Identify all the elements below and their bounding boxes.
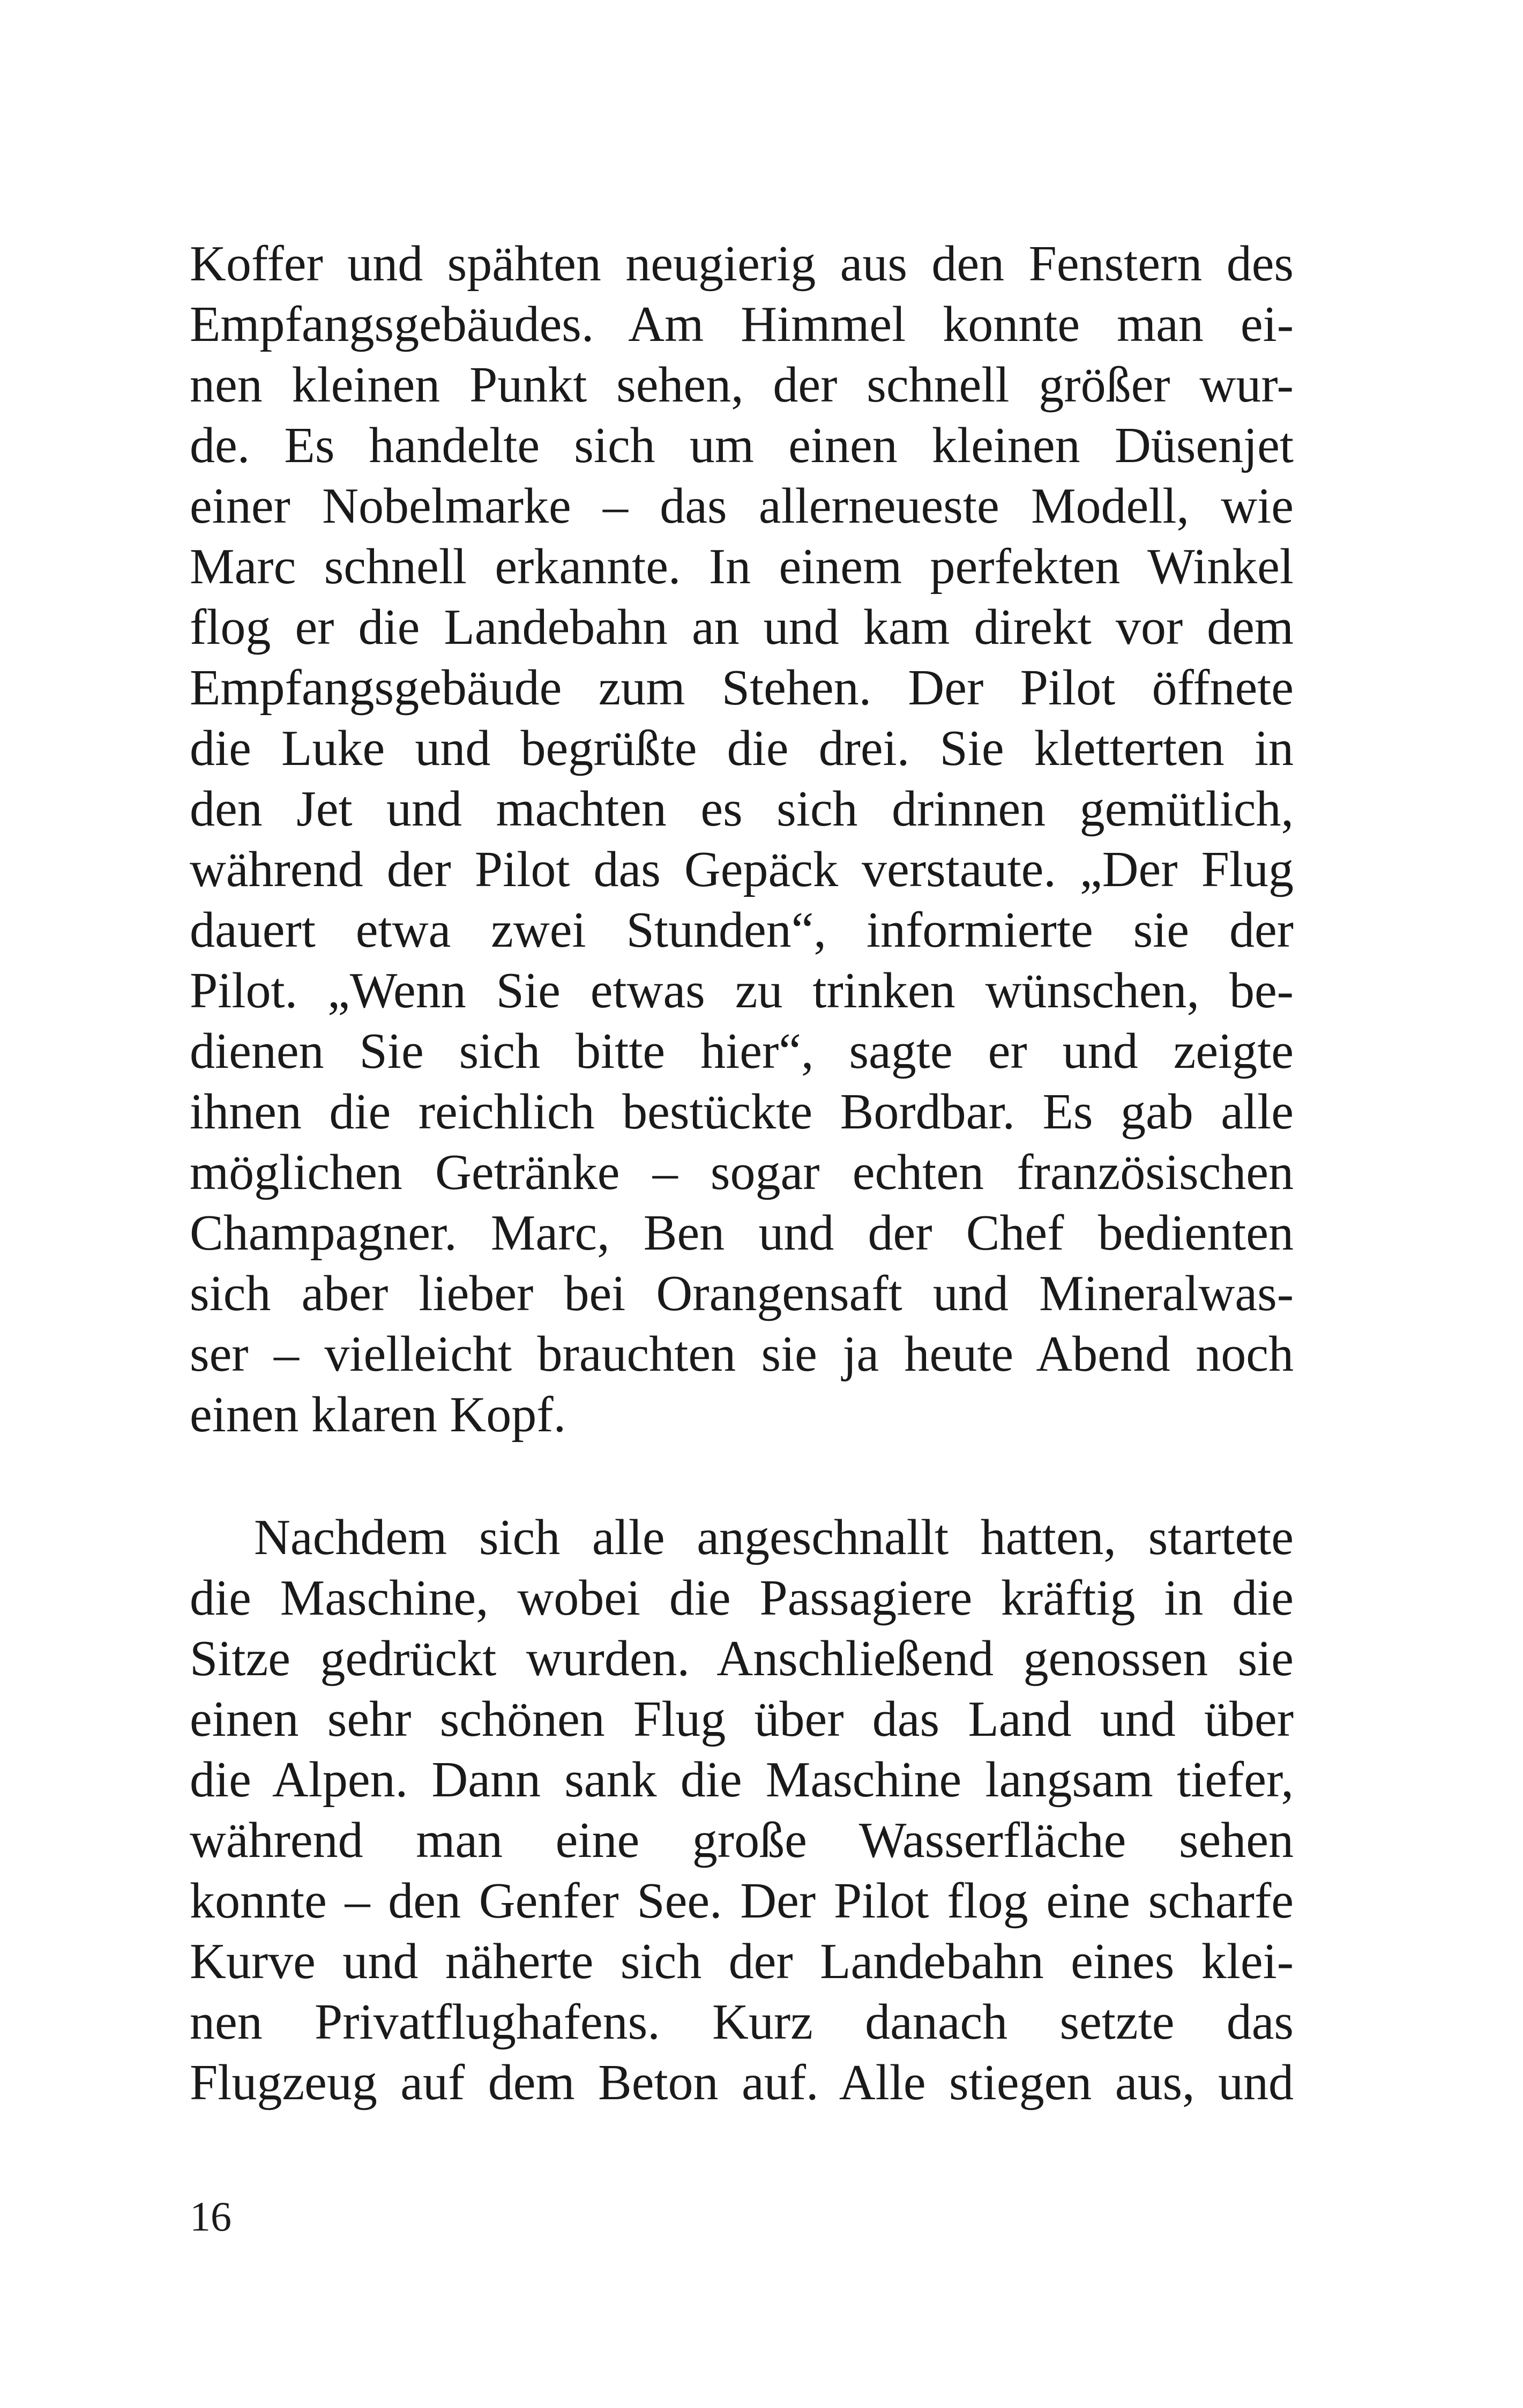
text-line: ihnen die reichlich bestückte Bordbar. Es gab alle xyxy=(190,1084,1294,1140)
text-line: Empfangsgebäude zum Stehen. Der Pilot öffnete xyxy=(190,660,1294,716)
text-line: die Luke und begrüßte die drei. Sie kletterten in xyxy=(190,720,1294,776)
text-line: die Alpen. Dann sank die Maschine langsam tiefer, xyxy=(190,1752,1294,1808)
text-line: die Maschine, wobei die Passagiere kräftig in die xyxy=(190,1570,1294,1626)
text-line: nen kleinen Punkt sehen, der schnell größer wur- xyxy=(190,357,1294,413)
text-line: nen Privatflughafens. Kurz danach setzte das xyxy=(190,1994,1294,2050)
text-line: Koffer und spähten neugierig aus den Fenstern des xyxy=(190,236,1294,292)
text-line: möglichen Getränke – sogar echten französischen xyxy=(190,1144,1294,1200)
text-line: Pilot. „Wenn Sie etwas zu trinken wünschen, be- xyxy=(190,963,1294,1019)
text-line: Flugzeug auf dem Beton auf. Alle stiegen aus, und xyxy=(190,2055,1294,2110)
text-line: Marc schnell erkannte. In einem perfekten Winkel xyxy=(190,539,1294,594)
text-line: Kurve und näherte sich der Landebahn eines klei- xyxy=(190,1934,1294,1989)
text-line: einer Nobelmarke – das allerneueste Modell, wie xyxy=(190,478,1294,534)
text-line: de. Es handelte sich um einen kleinen Düsenjet xyxy=(190,418,1294,473)
text-line: dauert etwa zwei Stunden“, informierte sie der xyxy=(190,902,1294,958)
paragraph-1 xyxy=(190,234,1294,1445)
text-line: einen klaren Kopf. xyxy=(190,1387,566,1443)
text-line: Empfangsgebäudes. Am Himmel konnte man ei- xyxy=(190,296,1294,352)
text-line: den Jet und machten es sich drinnen gemütlich, xyxy=(190,781,1294,837)
text-line: Nachdem sich alle angeschnallt hatten, startete xyxy=(254,1510,1294,1565)
text-line: konnte – den Genfer See. Der Pilot flog eine scharfe xyxy=(190,1873,1294,1929)
text-line: flog er die Landebahn an und kam direkt vor dem xyxy=(190,599,1294,655)
text-line: ser – vielleicht brauchten sie ja heute Abend noch xyxy=(190,1326,1294,1382)
text-line: einen sehr schönen Flug über das Land und über xyxy=(190,1691,1294,1747)
text-line: während man eine große Wasserfläche sehen xyxy=(190,1812,1294,1868)
paragraph-2 xyxy=(190,1507,1294,2113)
text-line: sich aber lieber bei Orangensaft und Mineralwas- xyxy=(190,1266,1294,1321)
text-line: Champagner. Marc, Ben und der Chef bedienten xyxy=(190,1205,1294,1261)
page-number: 16 xyxy=(190,2193,232,2240)
text-line: während der Pilot das Gepäck verstaute. „Der Flug xyxy=(190,842,1294,897)
text-line: dienen Sie sich bitte hier“, sagte er und zeigte xyxy=(190,1023,1294,1079)
text-line: Sitze gedrückt wurden. Anschließend genossen sie xyxy=(190,1631,1294,1686)
